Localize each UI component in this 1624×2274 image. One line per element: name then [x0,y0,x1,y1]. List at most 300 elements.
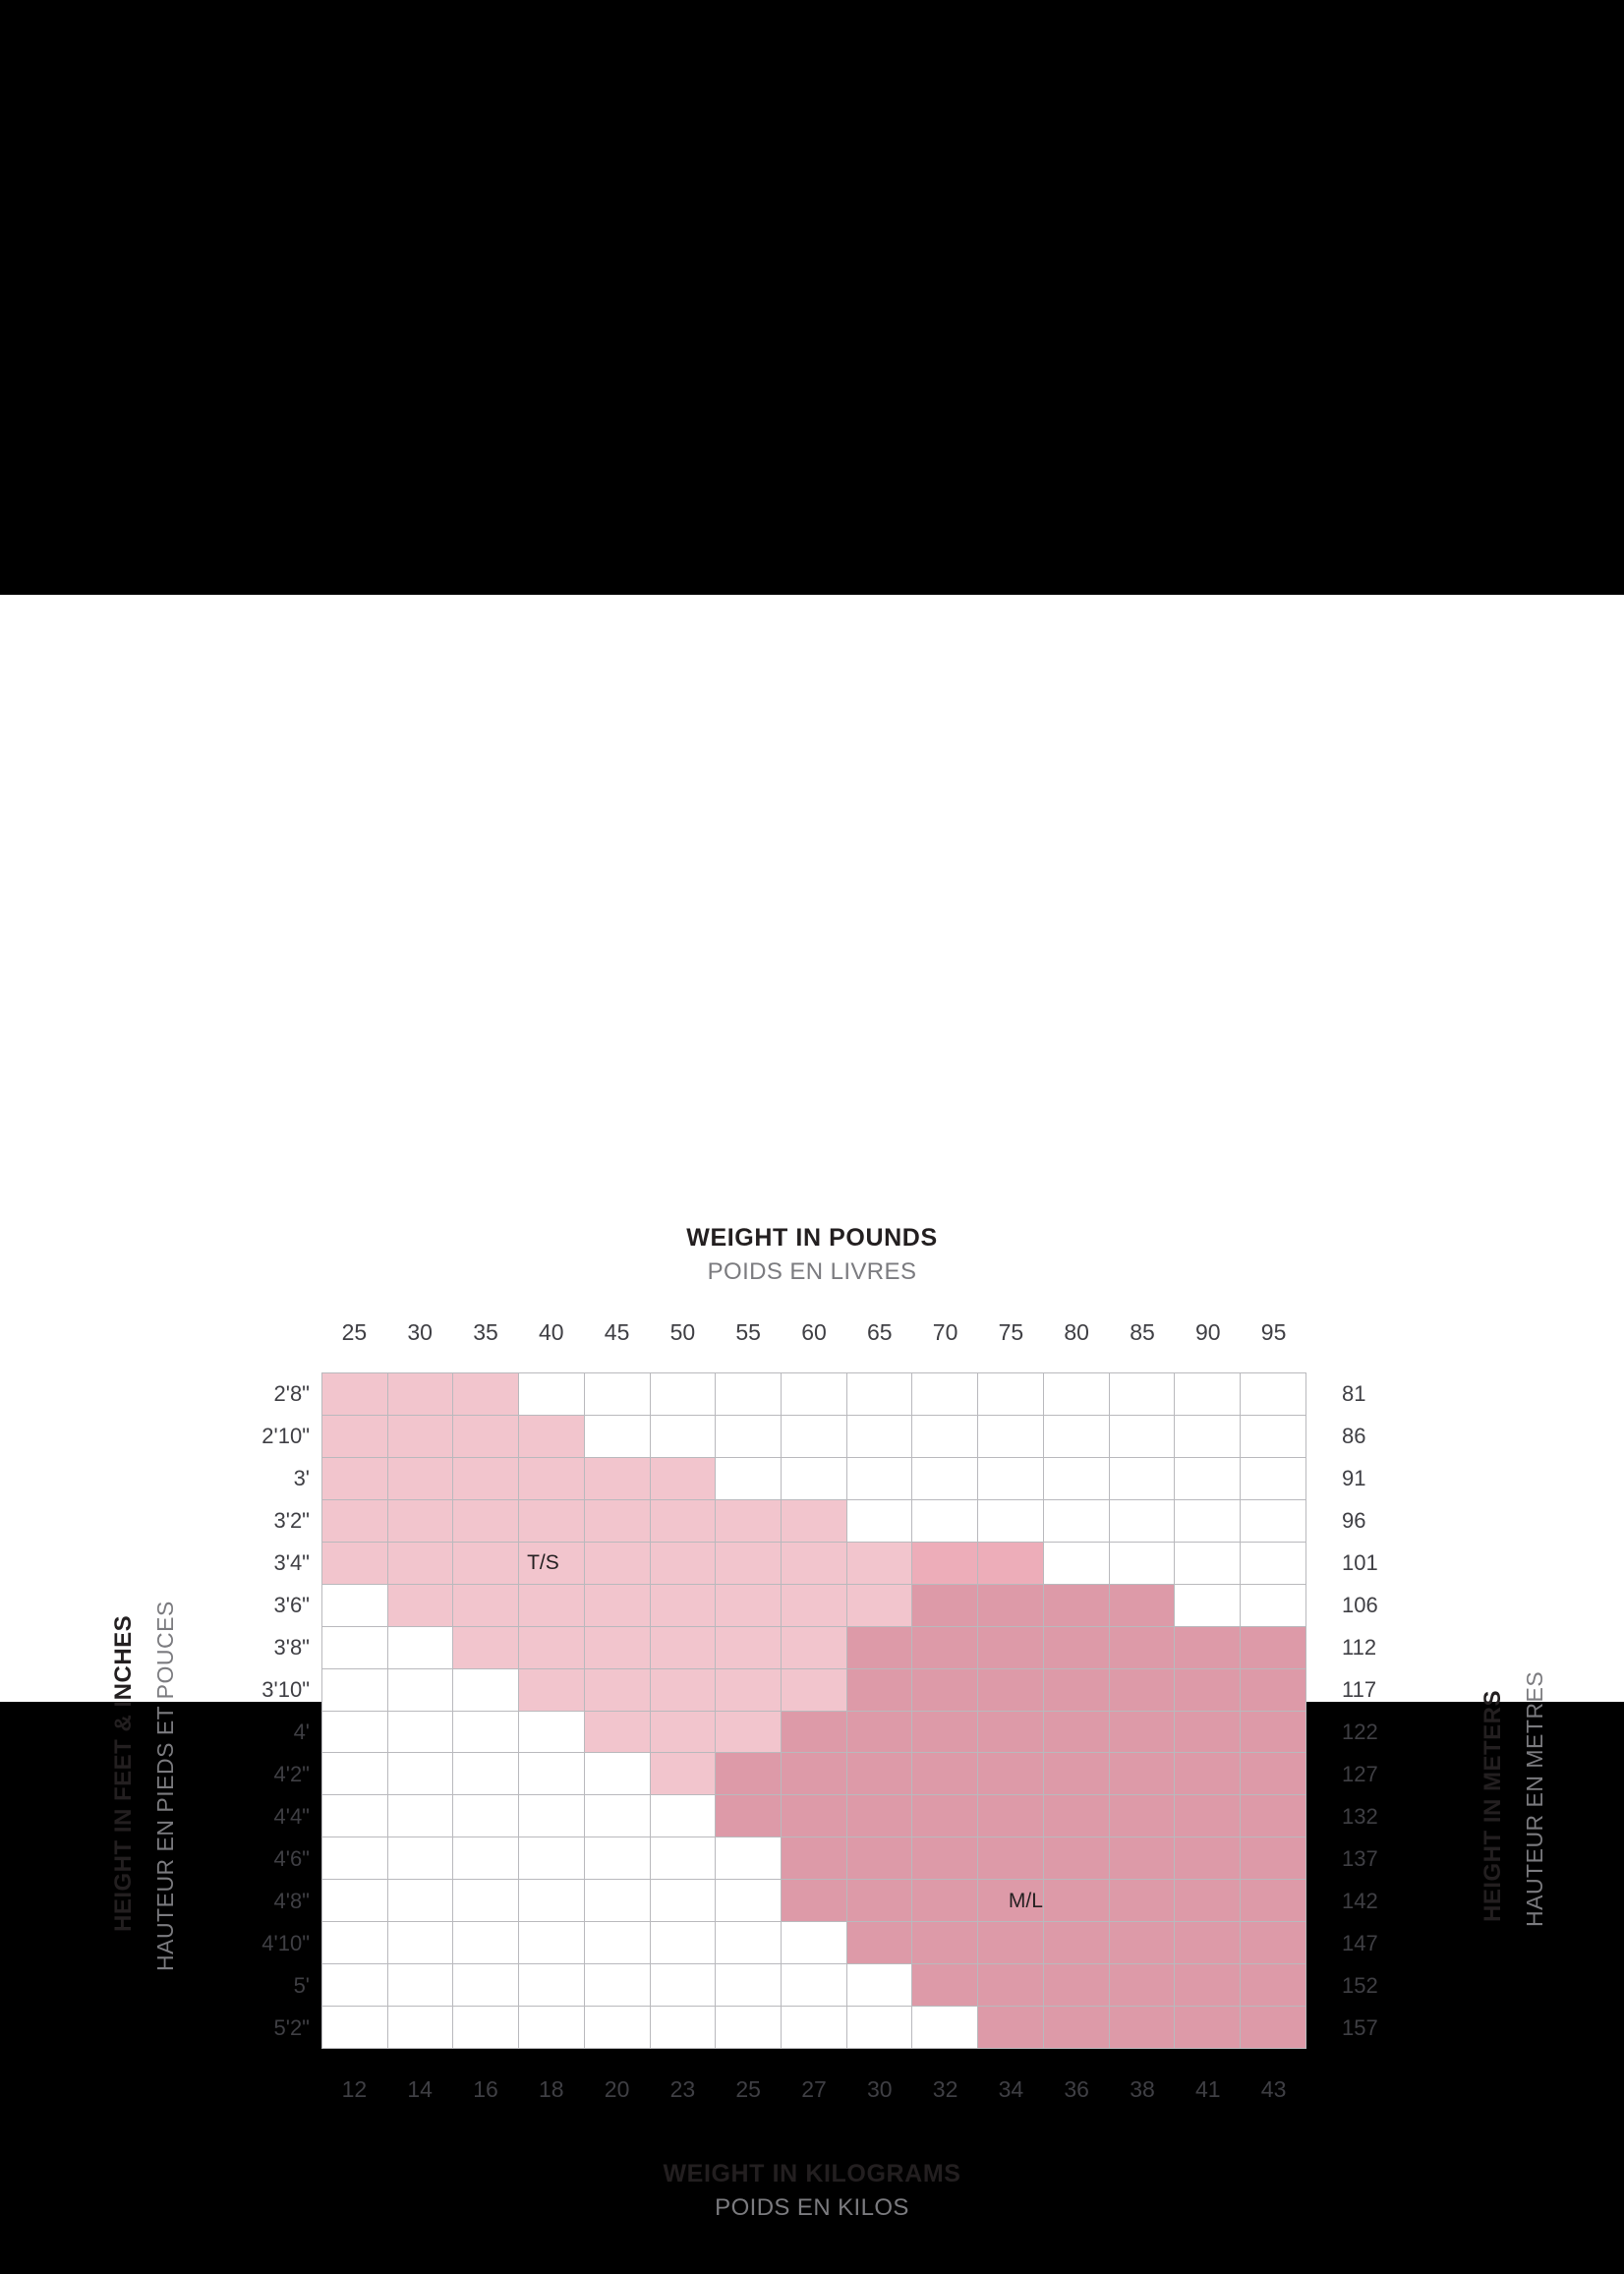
right-tick-label: 81 [1342,1380,1366,1406]
grid-cell [584,1922,650,1964]
grid-cell [322,1753,388,1795]
bottom-tick-label: 34 [998,2076,1024,2102]
grid-cell [1241,2007,1306,2049]
grid-cell [1175,1626,1241,1668]
grid-cell [846,1626,912,1668]
left-tick-label: 4'10" [261,1930,310,1955]
grid-cell [519,1922,585,1964]
grid-cell [650,1584,716,1626]
bottom-tick-label: 12 [341,2076,368,2102]
grid-row [322,1457,1306,1499]
right-tick-label: 106 [1342,1592,1378,1617]
grid-cell [519,1837,585,1880]
grid-cell [1175,1753,1241,1795]
grid-cell [1043,1922,1109,1964]
grid-cell [519,1415,585,1457]
grid-cell [387,1626,453,1668]
grid-row [322,1922,1306,1964]
grid-row [322,1668,1306,1711]
left-tick-label: 2'10" [261,1423,310,1448]
grid-cell [782,1542,847,1584]
grid-cell [1175,1795,1241,1837]
grid-cell [978,1837,1044,1880]
grid-cell [912,1795,978,1837]
grid-cell [650,1964,716,2007]
grid-cell [322,1837,388,1880]
zone-label: T/S [527,1551,559,1575]
bottom-axis-title: WEIGHT IN KILOGRAMS [663,2160,961,2187]
grid-cell [912,1964,978,2007]
grid-cell [716,1668,782,1711]
grid-cell [519,1711,585,1753]
grid-cell [1109,1626,1175,1668]
grid-row [322,1753,1306,1795]
grid-cell [584,1373,650,1416]
grid-cell [978,1457,1044,1499]
left-tick-label: 4'4" [273,1803,310,1829]
grid-cell [716,1626,782,1668]
grid-cell [912,1542,978,1584]
grid-cell [387,1542,453,1584]
grid-cell [1109,1880,1175,1922]
top-tick-label: 90 [1195,1319,1221,1345]
grid-cell [1175,1499,1241,1542]
grid-cell [716,1922,782,1964]
grid-cell [519,1880,585,1922]
grid-cell [1241,1373,1306,1416]
grid-row [322,1837,1306,1880]
grid-cell [387,1795,453,1837]
grid-cell [1241,1753,1306,1795]
grid-cell [912,1457,978,1499]
grid-cell [978,1711,1044,1753]
grid-cell [453,1795,519,1837]
top-axis-title: WEIGHT IN POUNDS [686,1224,938,1252]
grid-cell [453,1584,519,1626]
grid-cell [1175,1542,1241,1584]
grid-cell [387,1584,453,1626]
grid-cell [782,1668,847,1711]
grid-cell [519,1964,585,2007]
grid-cell [1175,1373,1241,1416]
grid-cell [912,1584,978,1626]
grid-cell [1043,1457,1109,1499]
right-axis-title: HEIGHT IN METERS [1479,1689,1506,1922]
grid-row [322,1626,1306,1668]
grid-cell [453,1668,519,1711]
grid-cell [650,1795,716,1837]
top-tick-label: 95 [1260,1319,1287,1345]
left-tick-label: 4'6" [273,1845,310,1871]
grid-cell [978,2007,1044,2049]
grid-cell [716,1711,782,1753]
grid-cell [1043,1880,1109,1922]
grid-cell [912,1922,978,1964]
top-tick-label: 30 [407,1319,433,1345]
grid-cell [782,1922,847,1964]
grid-cell [1175,1922,1241,1964]
grid-cell [1043,1753,1109,1795]
top-tick-label: 55 [735,1319,761,1345]
grid-cell [978,1668,1044,1711]
grid-cell [322,1964,388,2007]
right-tick-label: 91 [1342,1465,1366,1490]
right-tick-label: 86 [1342,1423,1366,1448]
grid-cell [1043,1795,1109,1837]
bottom-tick-label: 38 [1130,2076,1155,2102]
left-tick-label: 3'6" [273,1592,310,1617]
grid-cell [322,1415,388,1457]
right-tick-label: 142 [1342,1888,1378,1913]
grid-cell [453,1542,519,1584]
grid-cell [782,1964,847,2007]
grid-cell [1109,1542,1175,1584]
bottom-tick-label: 36 [1064,2076,1089,2102]
bottom-tick-label: 20 [604,2076,630,2102]
grid-cell [846,2007,912,2049]
grid-cell [584,1880,650,1922]
grid-row [322,1711,1306,1753]
grid-cell [584,1415,650,1457]
grid-cell [650,2007,716,2049]
grid-cell [846,1753,912,1795]
bottom-tick-label: 14 [407,2076,433,2102]
grid-cell [782,1499,847,1542]
right-tick-label: 132 [1342,1803,1378,1829]
grid-cell [846,1711,912,1753]
grid-cell [978,1415,1044,1457]
grid-cell [716,1373,782,1416]
grid-cell [1109,1795,1175,1837]
grid-cell [322,1626,388,1668]
grid-cell [1175,1880,1241,1922]
top-tick-label: 45 [604,1319,630,1345]
grid-cell [846,1457,912,1499]
grid-cell [782,1457,847,1499]
grid-cell [387,1415,453,1457]
grid-cell [1109,1964,1175,2007]
grid-cell [519,1373,585,1416]
bottom-tick-label: 27 [801,2076,827,2102]
grid-cell [453,1457,519,1499]
top-tick-label: 70 [932,1319,958,1345]
grid-cell [453,1964,519,2007]
right-tick-label: 152 [1342,1972,1378,1998]
grid-cell [912,1499,978,1542]
grid-cell [650,1753,716,1795]
grid-cell [1043,2007,1109,2049]
grid-cell [846,1373,912,1416]
grid-cell [1109,2007,1175,2049]
bottom-tick-label: 32 [932,2076,958,2102]
grid-cell [519,1584,585,1626]
grid-cell [519,1795,585,1837]
grid-cell [1175,2007,1241,2049]
grid-row [322,1795,1306,1837]
grid-cell [846,1795,912,1837]
grid-cell [1109,1753,1175,1795]
grid-cell [782,1415,847,1457]
grid-cell [912,2007,978,2049]
grid-cell [650,1542,716,1584]
bottom-tick-label: 30 [867,2076,893,2102]
grid-cell [387,1711,453,1753]
grid-cell [716,1457,782,1499]
top-tick-label: 35 [473,1319,498,1345]
grid-cell [1241,1542,1306,1584]
grid-cell [519,1626,585,1668]
left-axis-title: HEIGHT IN FEET & INCHES [110,1614,137,1932]
right-tick-label: 137 [1342,1845,1378,1871]
right-tick-label: 147 [1342,1930,1378,1955]
grid-cell [453,1373,519,1416]
grid-cell [978,1373,1044,1416]
zone-label: M/L [1008,1890,1043,1913]
grid-cell [1241,1584,1306,1626]
grid-cell [387,1922,453,1964]
grid-cell [519,1457,585,1499]
grid-cell [453,1837,519,1880]
grid-cell [387,1668,453,1711]
grid-cell [1241,1880,1306,1922]
grid-cell [1241,1457,1306,1499]
grid-cell [1109,1415,1175,1457]
grid-cell [846,1837,912,1880]
right-tick-label: 96 [1342,1507,1366,1533]
grid-row [322,1964,1306,2007]
bottom-tick-label: 16 [473,2076,498,2102]
grid-cell [650,1711,716,1753]
grid-cell [912,1373,978,1416]
grid-cell [650,1668,716,1711]
grid-cell [1175,1668,1241,1711]
grid-cell [716,1499,782,1542]
grid-cell [1175,1415,1241,1457]
grid-cell [322,1880,388,1922]
left-tick-label: 4'2" [273,1761,310,1786]
grid-cell [322,1457,388,1499]
bottom-axis-subtitle: POIDS EN KILOS [715,2194,909,2221]
grid-cell [650,1499,716,1542]
grid-cell [716,1880,782,1922]
grid-cell [387,1457,453,1499]
right-tick-label: 127 [1342,1761,1378,1786]
grid-cell [1109,1373,1175,1416]
bottom-tick-label: 18 [539,2076,564,2102]
grid-cell [322,1711,388,1753]
grid-row [322,1542,1306,1584]
grid-cell [584,1584,650,1626]
grid-cell [650,1880,716,1922]
grid-cell [1241,1626,1306,1668]
size-grid [321,1372,1306,2049]
grid-cell [584,1964,650,2007]
grid-cell [1043,1711,1109,1753]
grid-cell [1043,1668,1109,1711]
left-tick-label: 3'8" [273,1634,310,1660]
grid-cell [1109,1457,1175,1499]
grid-cell [846,1584,912,1626]
size-grid-wrapper [321,1372,1306,2049]
grid-cell [716,1542,782,1584]
grid-cell [322,1542,388,1584]
bottom-tick-label: 43 [1260,2076,1287,2102]
grid-cell [978,1964,1044,2007]
grid-cell [782,1711,847,1753]
left-tick-label: 3'2" [273,1507,310,1533]
grid-cell [1241,1964,1306,2007]
grid-cell [322,1499,388,1542]
top-tick-label: 85 [1130,1319,1155,1345]
grid-cell [453,1499,519,1542]
top-tick-label: 65 [867,1319,893,1345]
grid-cell [322,1668,388,1711]
right-axis-subtitle: HAUTEUR EN METRES [1522,1670,1547,1927]
right-tick-label: 101 [1342,1549,1378,1575]
grid-cell [584,2007,650,2049]
grid-cell [519,1753,585,1795]
grid-cell [782,1373,847,1416]
bottom-axis-title-block [0,2160,1624,2222]
grid-cell [978,1584,1044,1626]
grid-cell [912,1753,978,1795]
grid-cell [1241,1668,1306,1711]
grid-cell [650,1626,716,1668]
grid-cell [453,1753,519,1795]
grid-cell [1043,1415,1109,1457]
grid-cell [1109,1711,1175,1753]
grid-cell [782,1795,847,1837]
grid-cell [978,1626,1044,1668]
grid-cell [978,1795,1044,1837]
top-tick-label: 75 [998,1319,1024,1345]
grid-cell [1241,1795,1306,1837]
grid-cell [912,1415,978,1457]
left-axis-subtitle: HAUTEUR EN PIEDS ET POUCES [152,1601,178,1971]
grid-cell [1043,1626,1109,1668]
grid-cell [782,1584,847,1626]
top-tick-label: 50 [669,1319,696,1345]
grid-cell [387,1499,453,1542]
grid-cell [1109,1922,1175,1964]
left-tick-label: 4' [293,1719,310,1744]
grid-cell [1043,1964,1109,2007]
grid-cell [650,1415,716,1457]
grid-cell [846,1415,912,1457]
grid-cell [912,1837,978,1880]
grid-cell [1241,1415,1306,1457]
grid-cell [1175,1711,1241,1753]
grid-cell [1109,1668,1175,1711]
grid-cell [716,1753,782,1795]
grid-cell [1241,1499,1306,1542]
right-tick-label: 112 [1342,1634,1377,1660]
left-tick-label: 3' [293,1465,310,1490]
top-tick-label: 60 [801,1319,827,1345]
bottom-tick-label: 25 [735,2076,761,2102]
grid-cell [584,1499,650,1542]
left-tick-label: 5'2" [273,2014,310,2040]
grid-cell [584,1753,650,1795]
grid-cell [584,1457,650,1499]
grid-cell [387,2007,453,2049]
grid-cell [453,1922,519,1964]
grid-cell [782,1626,847,1668]
grid-cell [716,1964,782,2007]
grid-cell [387,1373,453,1416]
grid-cell [1043,1542,1109,1584]
grid-cell [1043,1373,1109,1416]
bottom-tick-label: 41 [1195,2076,1221,2102]
grid-cell [846,1922,912,1964]
grid-cell [912,1668,978,1711]
grid-cell [650,1373,716,1416]
grid-cell [453,1626,519,1668]
top-tick-label: 80 [1064,1319,1089,1345]
grid-cell [1043,1584,1109,1626]
grid-row [322,1415,1306,1457]
grid-cell [1043,1499,1109,1542]
grid-row [322,1584,1306,1626]
grid-cell [584,1626,650,1668]
grid-row [322,2007,1306,2049]
size-chart-panel [0,595,1624,2221]
grid-cell [978,1922,1044,1964]
grid-cell [782,2007,847,2049]
grid-cell [584,1837,650,1880]
grid-cell [453,1880,519,1922]
grid-cell [912,1711,978,1753]
grid-cell [1109,1499,1175,1542]
grid-cell [519,1499,585,1542]
grid-cell [1241,1711,1306,1753]
top-tick-label: 25 [341,1319,368,1345]
grid-cell [584,1668,650,1711]
grid-cell [387,1964,453,2007]
top-tick-label: 40 [539,1319,564,1345]
grid-cell [453,1711,519,1753]
grid-cell [387,1837,453,1880]
right-tick-label: 157 [1342,2014,1378,2040]
top-axis-subtitle: POIDS EN LIVRES [707,1258,917,1285]
grid-cell [978,1499,1044,1542]
top-axis-title-block [0,1224,1624,1286]
left-tick-label: 3'4" [273,1549,310,1575]
grid-cell [912,1626,978,1668]
grid-cell [978,1753,1044,1795]
left-tick-label: 5' [293,1972,310,1998]
grid-cell [846,1542,912,1584]
grid-cell [782,1837,847,1880]
grid-cell [387,1753,453,1795]
grid-cell [846,1880,912,1922]
grid-cell [584,1711,650,1753]
left-tick-label: 3'10" [261,1676,310,1702]
grid-cell [1241,1837,1306,1880]
bottom-tick-label: 23 [669,2076,696,2102]
grid-cell [584,1542,650,1584]
grid-cell [716,2007,782,2049]
grid-cell [1175,1837,1241,1880]
grid-cell [1175,1964,1241,2007]
grid-cell [846,1499,912,1542]
grid-cell [322,1584,388,1626]
left-tick-label: 2'8" [273,1380,310,1406]
grid-cell [322,1373,388,1416]
grid-row [322,1880,1306,1922]
grid-cell [1175,1457,1241,1499]
grid-cell [519,2007,585,2049]
